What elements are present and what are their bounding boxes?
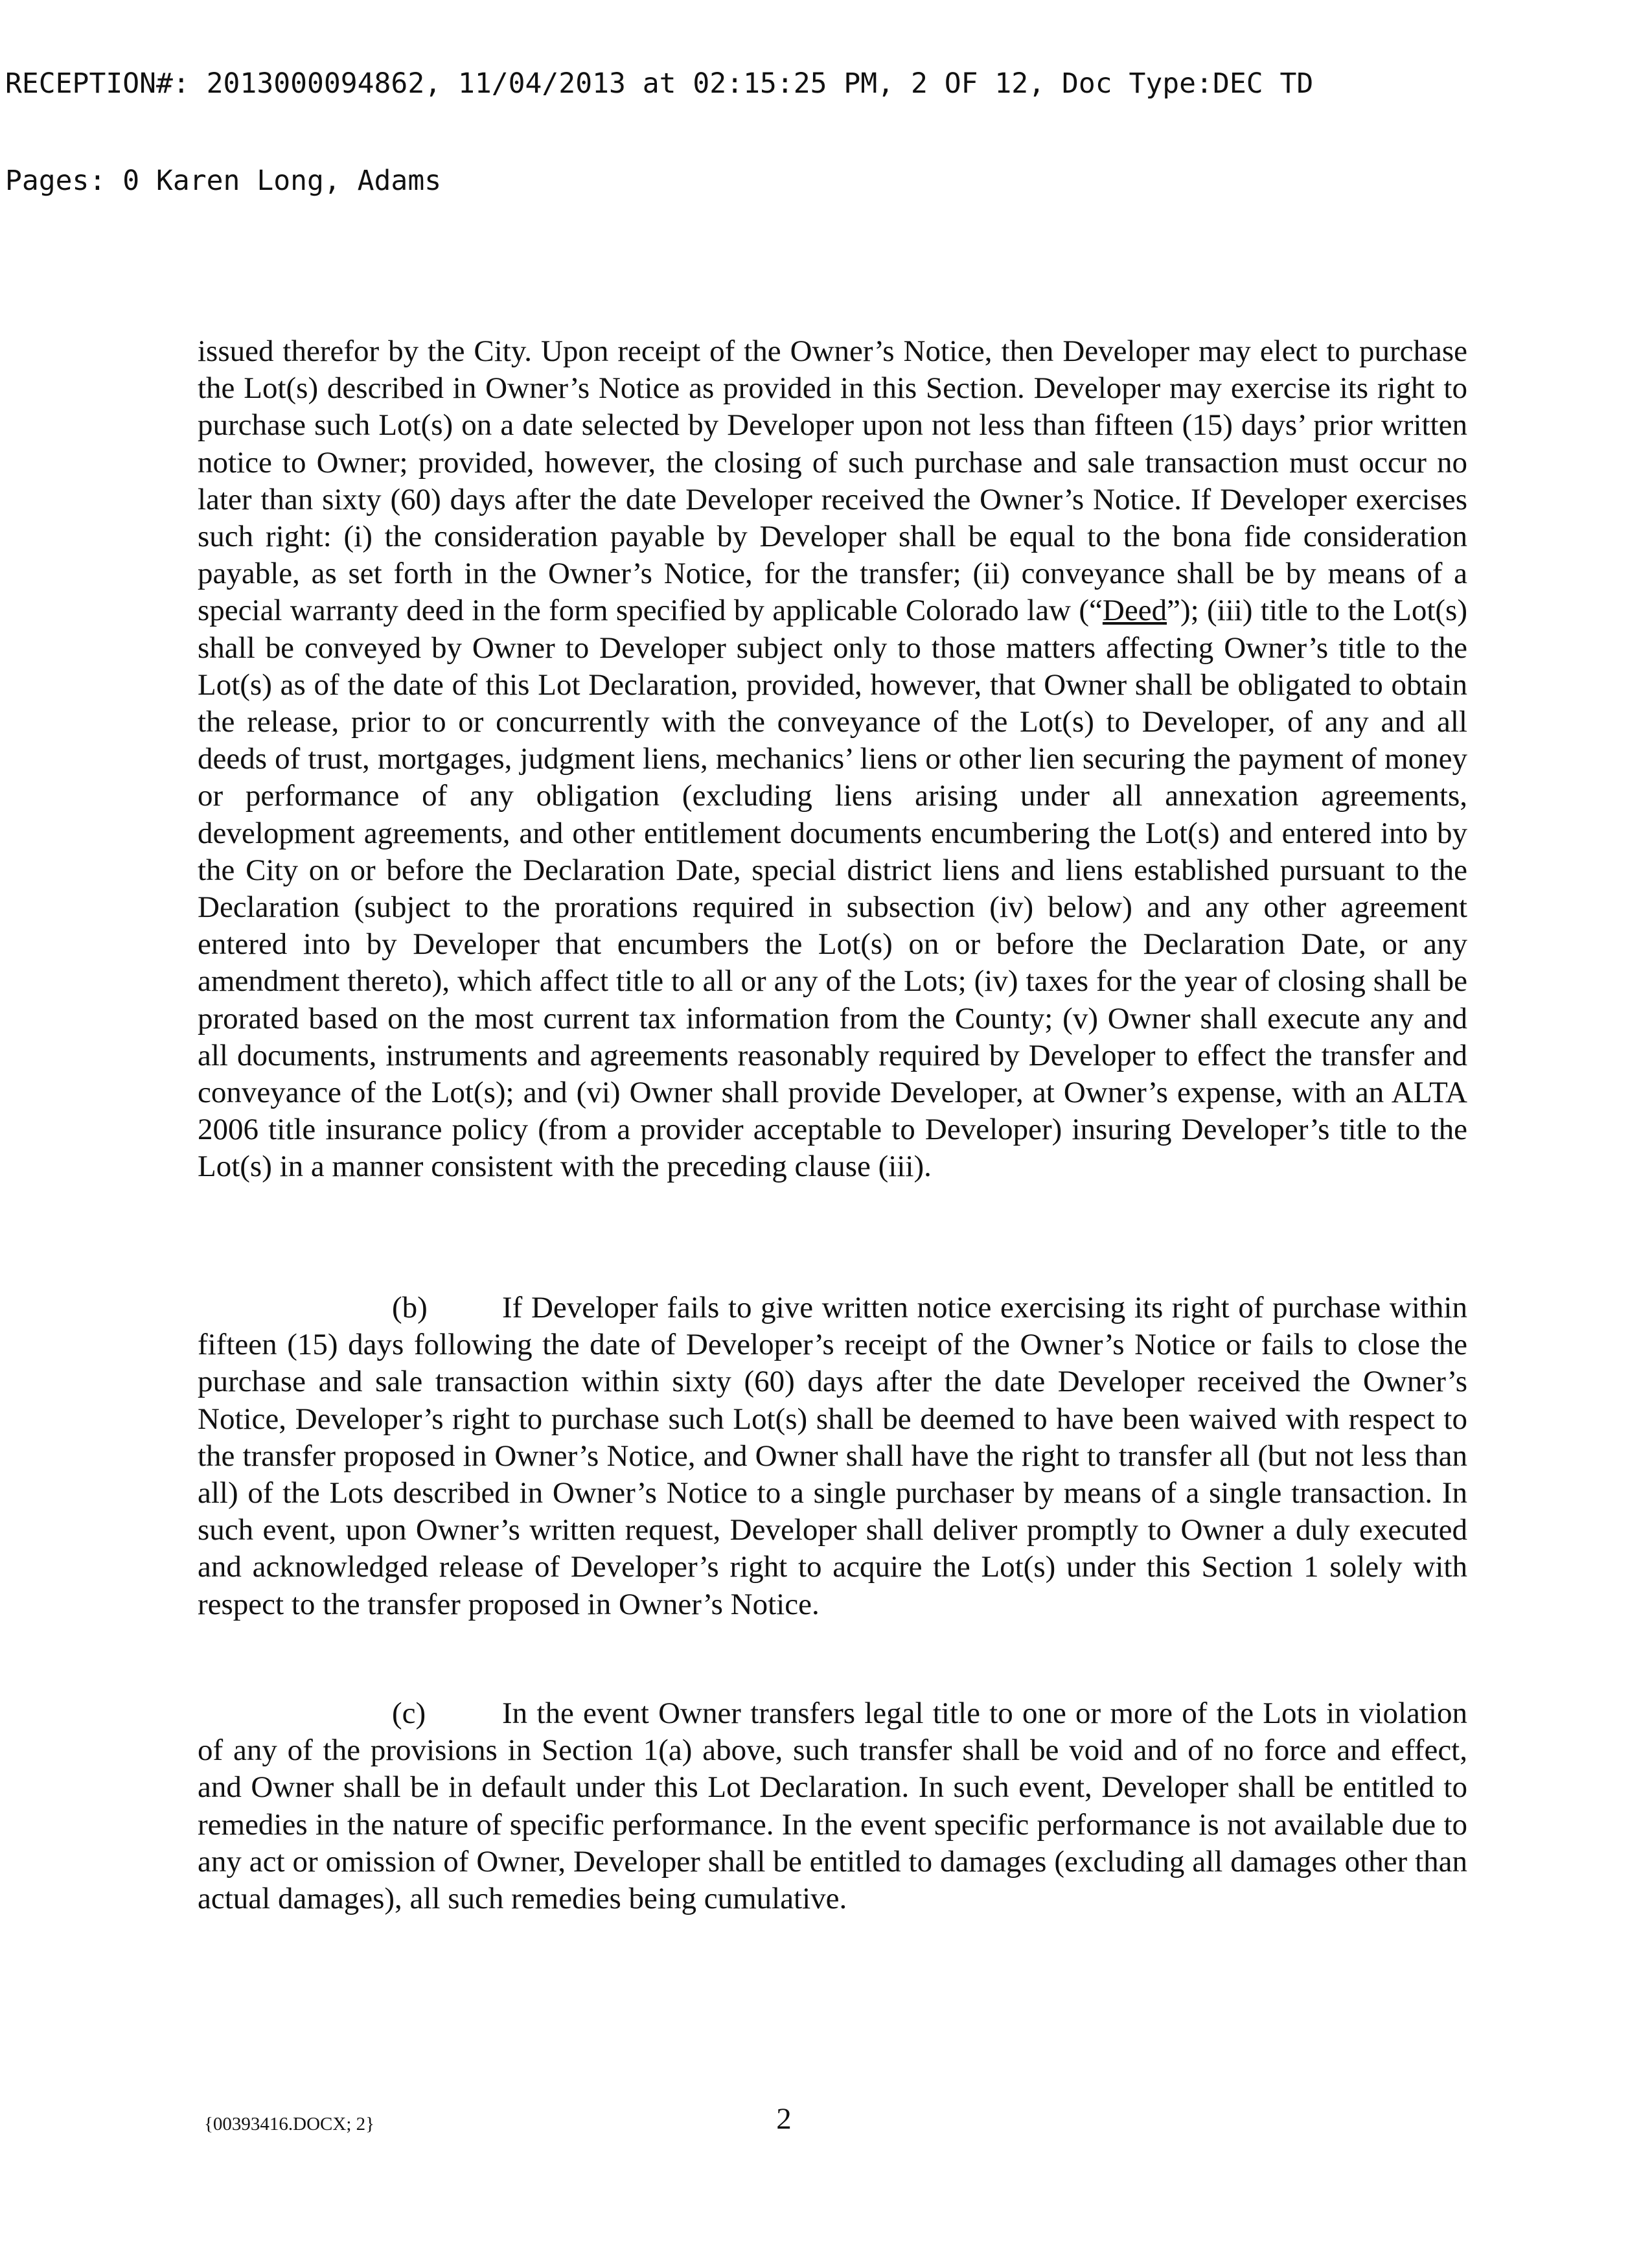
paragraph-c-label: (c) <box>392 1696 426 1730</box>
defined-term-deed: Deed <box>1102 594 1167 628</box>
recording-header <box>5 3 1313 229</box>
paragraph-b <box>198 1289 1467 1623</box>
paragraph-text-part-2: ”); (iii) title to the Lot(s) shall be conveyed by Owner to Developer subject only to those matters affecting Owner’s title to the Lot(s) as of the date of this Lot Declaration, provided, however, that Owner shall be obligated to obtain the release, prior to or concurrently with the conveyance of the Lot(s) to Developer, of any and all deeds of trust, mortgages, judgment liens, mechanics’ liens or other lien securing the payment of money or performance of any obligation (excluding liens arising under all annexation agreements, development agreements, and other entitlement documents encumbering the Lot(s) and entered into by the City on or before the Declaration Date, special district liens and liens established pursuant to the Declaration (subject to the prorations required in subsection (iv) below) and any other agreement entered into by Developer that encumbers the Lot(s) on or before the Declaration Date, or any amendment thereto), which affect title to all or any of the Lots; (iv) taxes for the year of closing shall be prorated based on the most current tax information from the County; (v) Owner shall execute any and all documents, instruments and agreements reasonably required by Developer to effect the transfer and conveyance of the Lot(s); and (vi) Owner shall provide Developer, at Owner’s expense, with an ALTA 2006 title insurance policy (from a provider acceptable to Developer) insuring Developer’s title to the Lot(s) in a manner consistent with the preceding clause (iii). <box>198 594 1467 1184</box>
paragraph-c-text: In the event Owner transfers legal title to one or more of the Lots in violation of any of the provisions in Section 1(a) above, such transfer shall be void and of no force and effect, and Owner shall be in default under this Lot Declaration. In such event, Developer shall be entitled to remedies in the nature of specific performance. In the event specific performance is not available due to any act or omission of Owner, Developer shall be entitled to damages (excluding all damages other than actual damages), all such remedies being cumulative. <box>198 1696 1467 1916</box>
paragraph-b-label: (b) <box>392 1291 428 1324</box>
recording-header-line-2: Pages: 0 Karen Long, Adams <box>5 165 442 197</box>
paragraph-c <box>198 1695 1467 1917</box>
paragraph-b-text: If Developer fails to give written notice exercising its right of purchase within fifteen (15) days following the date of Developer’s receipt of the Owner’s Notice or fails to close the purchase and sale transaction within sixty (60) days after the date Developer received the Owner’s Notice, Developer’s right to purchase such Lot(s) shall be deemed to have been waived with respect to the transfer proposed in Owner’s Notice, and Owner shall have the right to transfer all (but not less than all) of the Lots described in Owner’s Notice to a single purchaser by means of a single transaction. In such event, upon Owner’s written request, Developer shall deliver promptly to Owner a duly executed and acknowledged release of Developer’s right to acquire the Lot(s) under this Section 1 solely with respect to the transfer proposed in Owner’s Notice. <box>198 1291 1467 1621</box>
footer-document-id: {00393416.DOCX; 2} <box>204 2114 375 2134</box>
recording-header-line-1: RECEPTION#: 2013000094862, 11/04/2013 at 02:15:25 PM, 2 OF 12, Doc Type:DEC TD <box>5 67 1314 100</box>
paragraph-text-part-1: issued therefor by the City. Upon receipt of the Owner’s Notice, then Developer may elect to purchase the Lot(s) described in Owner’s Notice as provided in this Section. Developer may exercise its right to purchase such Lot(s) on a date selected by Developer upon not less than fifteen (15) days’ prior written notice to Owner; provided, however, the closing of such purchase and sale transaction must occur no later than sixty (60) days after the date Developer received the Owner’s Notice. If Developer exercises such right: (i) the consideration payable by Developer shall be equal to the bona fide consideration payable, as set forth in the Owner’s Notice, for the transfer; (ii) conveyance shall be by means of a special warranty deed in the form specified by applicable Colorado law (“ <box>198 334 1467 628</box>
page-number: 2 <box>776 2102 792 2136</box>
paragraph-continuation <box>198 333 1467 1186</box>
